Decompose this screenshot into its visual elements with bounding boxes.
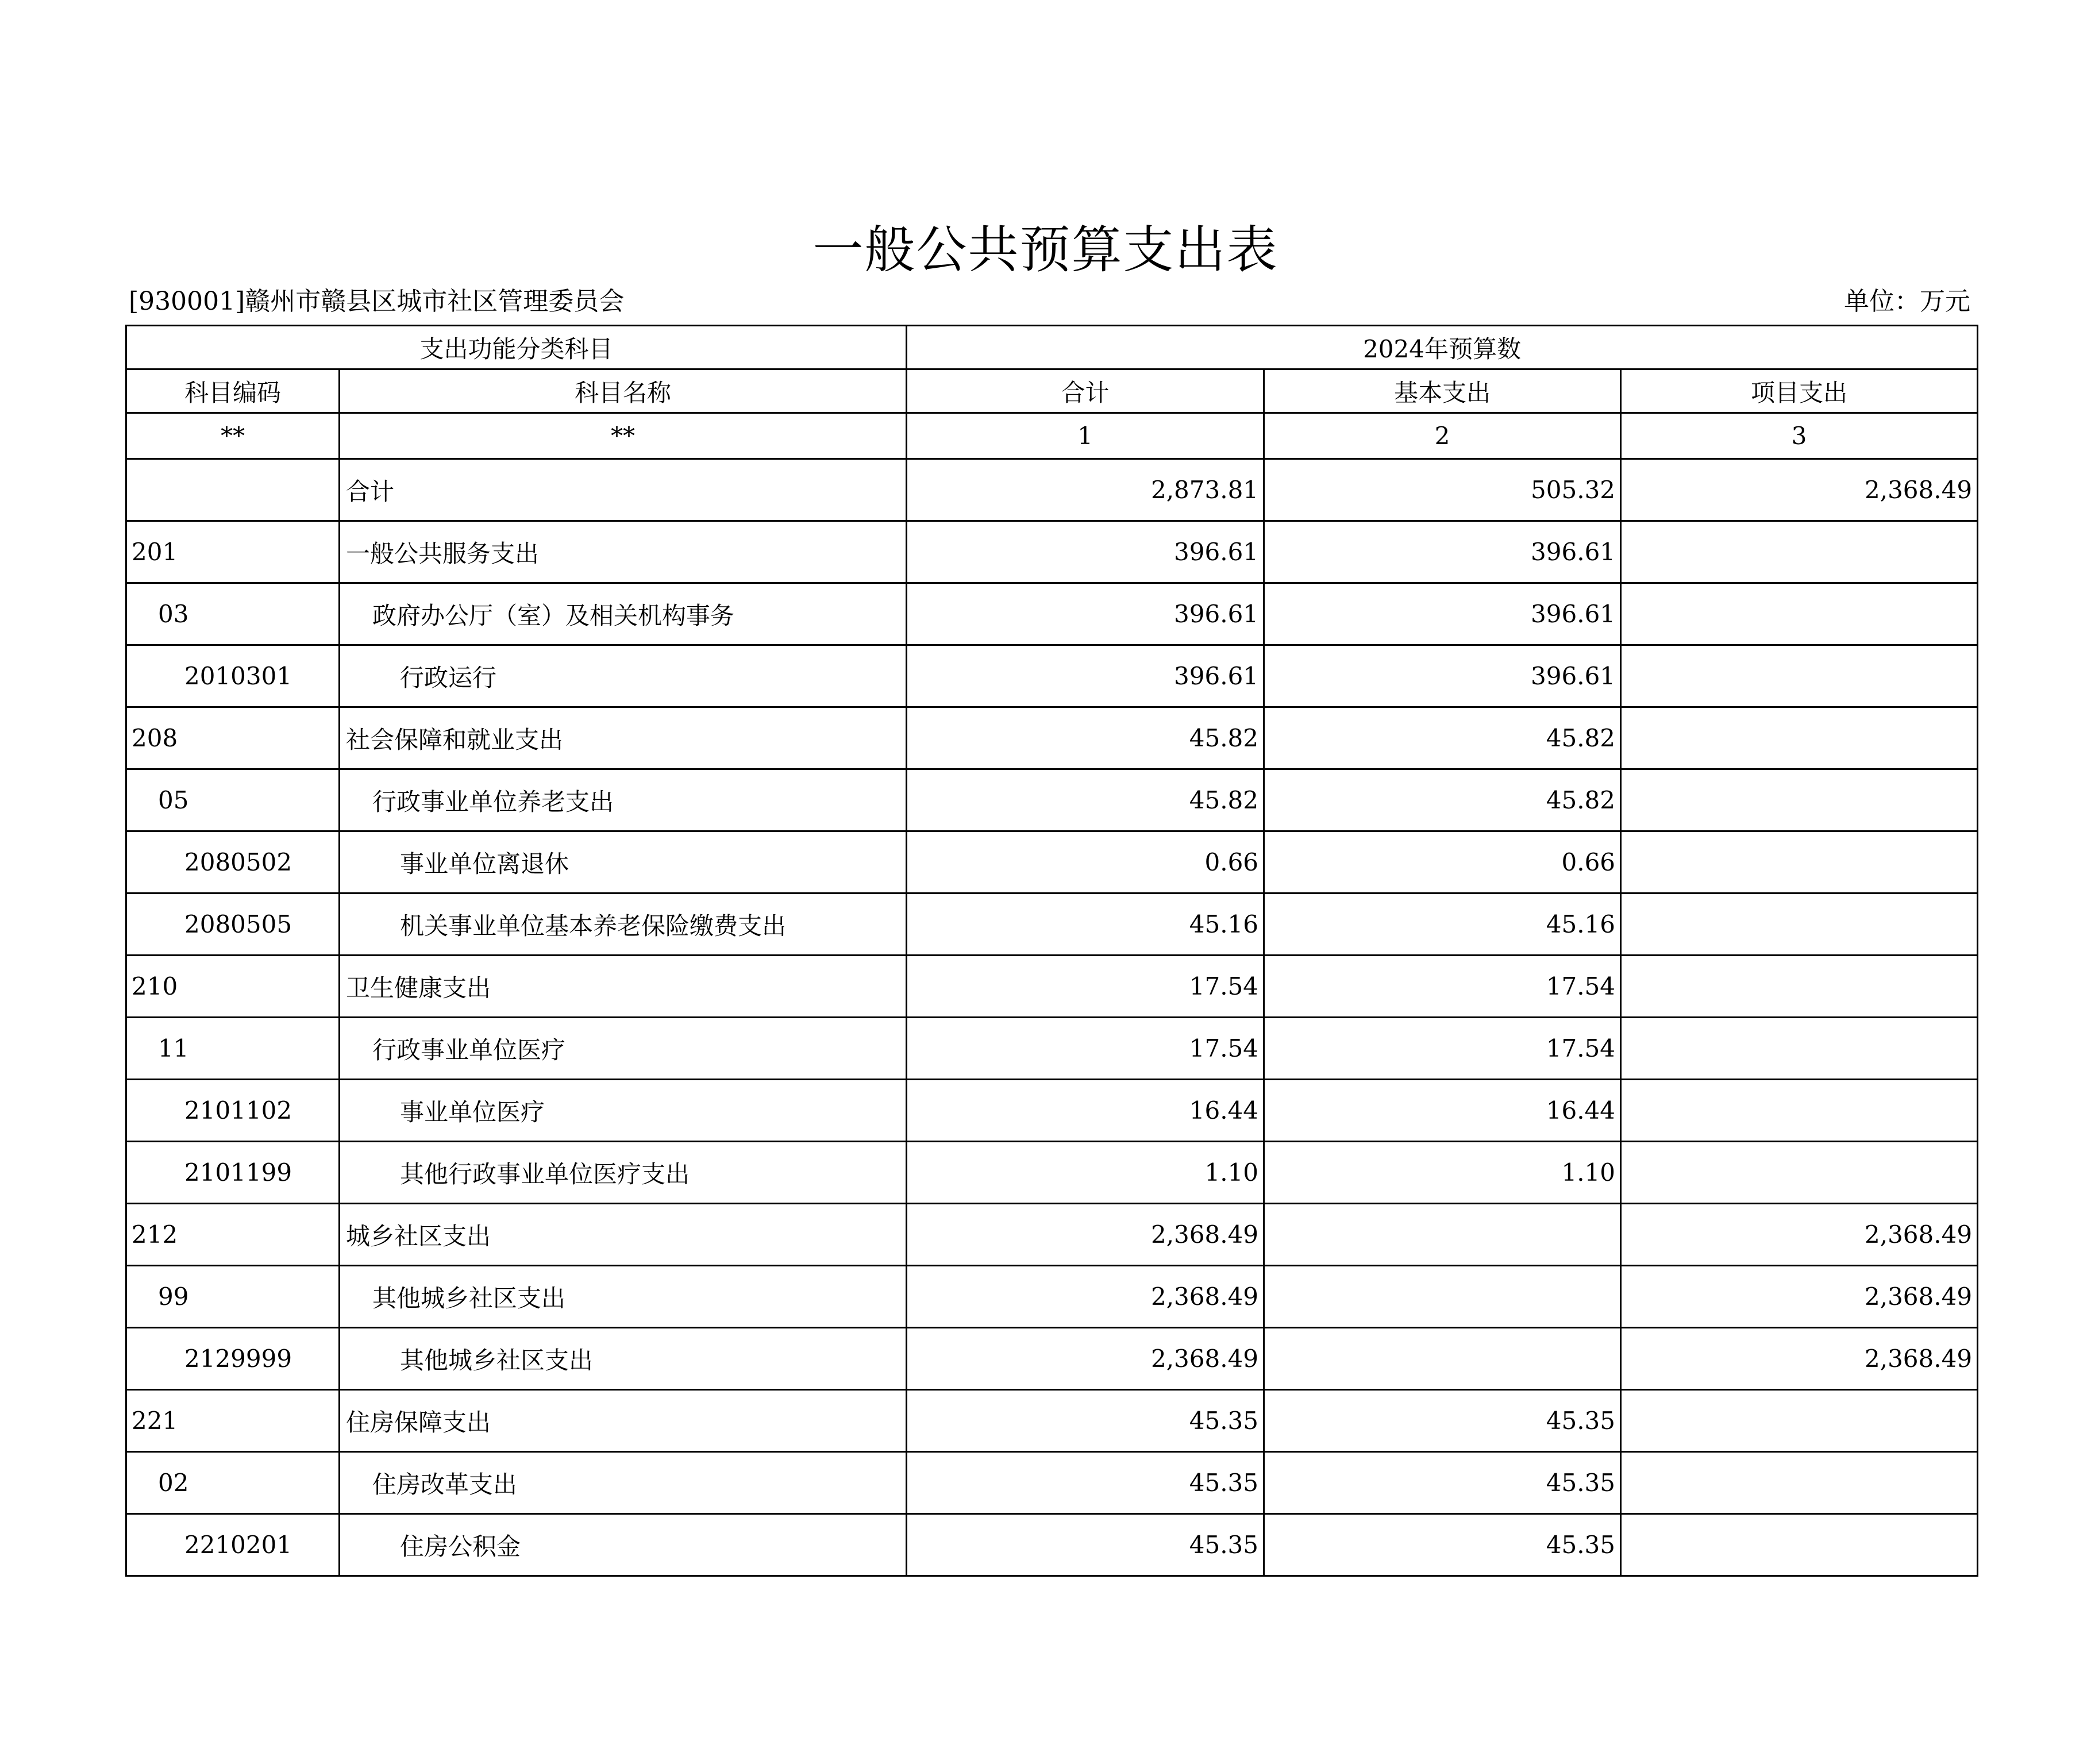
cell-project (1621, 831, 1978, 893)
cell-project (1621, 893, 1978, 956)
cell-total: 17.54 (907, 1018, 1264, 1080)
cell-total: 2,368.49 (907, 1266, 1264, 1328)
cell-basic (1264, 1266, 1621, 1328)
header-row-group (126, 326, 1978, 369)
table-row (126, 707, 1978, 769)
table-row (126, 956, 1978, 1018)
table-row (126, 1080, 1978, 1142)
cell-name: 行政运行 (340, 645, 907, 707)
table-row (126, 893, 1978, 956)
cell-total: 396.61 (907, 521, 1264, 583)
cell-name: 行政事业单位养老支出 (340, 769, 907, 831)
cell-code: 210 (126, 956, 340, 1018)
cell-basic: 45.35 (1264, 1452, 1621, 1514)
cell-code: 2080502 (126, 831, 340, 893)
budget-table (125, 325, 1978, 1577)
cell-code: 05 (126, 769, 340, 831)
cell-project: 2,368.49 (1621, 1328, 1978, 1390)
cell-name: 政府办公厅（室）及相关机构事务 (340, 583, 907, 645)
cell-project (1621, 645, 1978, 707)
cell-project (1621, 956, 1978, 1018)
cell-total: 396.61 (907, 645, 1264, 707)
cell-basic: 1.10 (1264, 1142, 1621, 1204)
cell-total: 2,873.81 (907, 459, 1264, 521)
header-row-index (126, 413, 1978, 459)
cell-name: 卫生健康支出 (340, 956, 907, 1018)
cell-project (1621, 1390, 1978, 1452)
table-row (126, 645, 1978, 707)
cell-basic: 0.66 (1264, 831, 1621, 893)
table-row (126, 1452, 1978, 1514)
cell-project: 2,368.49 (1621, 459, 1978, 521)
index-total: 1 (907, 413, 1264, 459)
table-row (126, 1018, 1978, 1080)
cell-basic: 396.61 (1264, 645, 1621, 707)
cell-code: 2080505 (126, 893, 340, 956)
cell-code: 2129999 (126, 1328, 340, 1390)
cell-total: 45.35 (907, 1390, 1264, 1452)
cell-total: 45.82 (907, 707, 1264, 769)
cell-project (1621, 1514, 1978, 1576)
index-basic: 2 (1264, 413, 1621, 459)
header-code: 科目编码 (126, 369, 340, 413)
table-row (126, 459, 1978, 521)
cell-name: 一般公共服务支出 (340, 521, 907, 583)
index-name: ** (340, 413, 907, 459)
cell-name: 机关事业单位基本养老保险缴费支出 (340, 893, 907, 956)
cell-total: 0.66 (907, 831, 1264, 893)
cell-total: 45.35 (907, 1452, 1264, 1514)
cell-basic: 396.61 (1264, 583, 1621, 645)
cell-code: 201 (126, 521, 340, 583)
cell-name: 行政事业单位医疗 (340, 1018, 907, 1080)
cell-project (1621, 521, 1978, 583)
cell-total: 2,368.49 (907, 1204, 1264, 1266)
cell-total: 45.16 (907, 893, 1264, 956)
cell-project (1621, 1018, 1978, 1080)
header-function-category: 支出功能分类科目 (126, 326, 907, 369)
cell-code: 2010301 (126, 645, 340, 707)
table-row (126, 583, 1978, 645)
cell-code: 221 (126, 1390, 340, 1452)
cell-total: 45.82 (907, 769, 1264, 831)
cell-code: 99 (126, 1266, 340, 1328)
cell-basic: 45.16 (1264, 893, 1621, 956)
cell-basic: 45.82 (1264, 707, 1621, 769)
cell-code: 02 (126, 1452, 340, 1514)
cell-name: 其他行政事业单位医疗支出 (340, 1142, 907, 1204)
table-row (126, 1204, 1978, 1266)
cell-name: 其他城乡社区支出 (340, 1328, 907, 1390)
cell-total: 45.35 (907, 1514, 1264, 1576)
table-row (126, 1328, 1978, 1390)
header-name: 科目名称 (340, 369, 907, 413)
cell-code: 2101199 (126, 1142, 340, 1204)
cell-project (1621, 1080, 1978, 1142)
cell-basic: 17.54 (1264, 1018, 1621, 1080)
cell-total: 17.54 (907, 956, 1264, 1018)
index-project: 3 (1621, 413, 1978, 459)
unit-label: 单位：万元 (1844, 287, 1970, 316)
cell-basic: 45.35 (1264, 1390, 1621, 1452)
cell-code: 11 (126, 1018, 340, 1080)
organization-label: [930001]赣州市赣县区城市社区管理委员会 (129, 287, 625, 316)
cell-name: 社会保障和就业支出 (340, 707, 907, 769)
cell-project (1621, 1142, 1978, 1204)
cell-project (1621, 769, 1978, 831)
table-row (126, 769, 1978, 831)
cell-name: 住房改革支出 (340, 1452, 907, 1514)
cell-name: 住房保障支出 (340, 1390, 907, 1452)
cell-total: 16.44 (907, 1080, 1264, 1142)
cell-project (1621, 707, 1978, 769)
page-title: 一般公共预算支出表 (812, 220, 1279, 279)
cell-basic (1264, 1204, 1621, 1266)
cell-name: 城乡社区支出 (340, 1204, 907, 1266)
cell-basic: 16.44 (1264, 1080, 1621, 1142)
cell-code: 2101102 (126, 1080, 340, 1142)
cell-code: 212 (126, 1204, 340, 1266)
cell-code: 2210201 (126, 1514, 340, 1576)
cell-basic: 45.35 (1264, 1514, 1621, 1576)
table-row (126, 1514, 1978, 1576)
cell-project: 2,368.49 (1621, 1266, 1978, 1328)
cell-total: 2,368.49 (907, 1328, 1264, 1390)
header-project: 项目支出 (1621, 369, 1978, 413)
header-basic: 基本支出 (1264, 369, 1621, 413)
cell-name: 其他城乡社区支出 (340, 1266, 907, 1328)
cell-name: 合计 (340, 459, 907, 521)
table-row (126, 1266, 1978, 1328)
cell-name: 住房公积金 (340, 1514, 907, 1576)
table-row (126, 1142, 1978, 1204)
cell-basic: 45.82 (1264, 769, 1621, 831)
cell-code: 03 (126, 583, 340, 645)
cell-basic: 396.61 (1264, 521, 1621, 583)
table-row (126, 831, 1978, 893)
cell-project (1621, 583, 1978, 645)
cell-name: 事业单位离退休 (340, 831, 907, 893)
index-code: ** (126, 413, 340, 459)
cell-total: 1.10 (907, 1142, 1264, 1204)
cell-project: 2,368.49 (1621, 1204, 1978, 1266)
header-row-columns (126, 369, 1978, 413)
cell-project (1621, 1452, 1978, 1514)
table-row (126, 1390, 1978, 1452)
cell-code: 208 (126, 707, 340, 769)
header-total: 合计 (907, 369, 1264, 413)
cell-total: 396.61 (907, 583, 1264, 645)
cell-name: 事业单位医疗 (340, 1080, 907, 1142)
header-budget-year: 2024年预算数 (907, 326, 1978, 369)
cell-basic: 505.32 (1264, 459, 1621, 521)
cell-basic (1264, 1328, 1621, 1390)
cell-basic: 17.54 (1264, 956, 1621, 1018)
cell-code (126, 459, 340, 521)
table-row (126, 521, 1978, 583)
